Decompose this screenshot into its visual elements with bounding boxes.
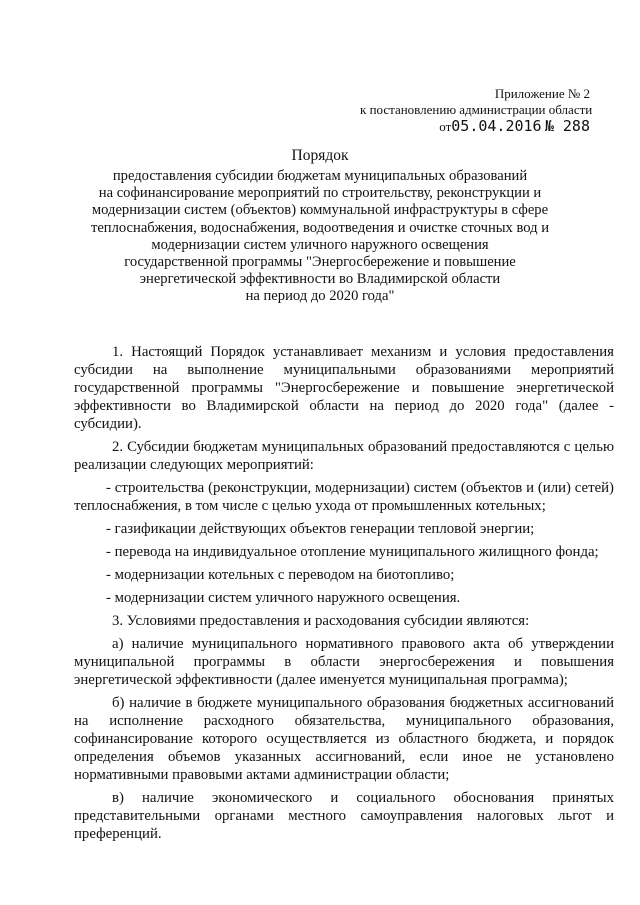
appendix-date-line: [360, 118, 590, 135]
resolution-number: № 288: [544, 117, 590, 135]
paragraph-2: 2. Субсидии бюджетам муниципальных образований предоставляются с целью реализации следующих мероприятий:: [74, 439, 614, 473]
appendix-label: Приложение № 2: [494, 86, 590, 101]
document-title: [70, 146, 570, 306]
title-line: предоставления субсидии бюджетам муниципальных образований: [112, 168, 528, 184]
condition-c: в) наличие экономического и социального обоснования принятых представительными органами местного самоуправления налоговых льгот и преференций.: [74, 790, 614, 842]
title-heading: Порядок: [291, 147, 349, 164]
appendix-header: [360, 86, 593, 135]
list-item: - строительства (реконструкции, модернизации) систем (объектов и (или) сетей) теплоснабжения, в том числе с целью ухода от промышленных котельных;: [74, 480, 614, 514]
title-line: модернизации систем уличного наружного освещения: [151, 236, 489, 253]
title-line: энергетической эффективности во Владимирской области: [139, 271, 501, 288]
condition-b: б) наличие в бюджете муниципального образования бюджетных ассигнований на исполнение расходного обязательства, муниципального образования, софинансирование которого осуществляется из областного бюджета, и порядок определения объемов указанных ассигнований, если иное не установлено нормативными правовыми актами администрации области;: [74, 695, 614, 783]
document-body: [74, 343, 614, 843]
title-line: государственной программы "Энергосбережение и повышение: [124, 254, 516, 271]
list-item: - перевода на индивидуальное отопление муниципального жилищного фонда;: [106, 544, 599, 560]
title-line: теплоснабжения, водоснабжения, водоотведения и очистке сточных вод и: [90, 219, 550, 236]
condition-a: а) наличие муниципального нормативного правового акта об утверждении муниципальной программы в области энергосбережения и повышения энергетической эффективности (далее именуется муниципальная программа);: [74, 636, 614, 688]
list-item: - модернизации систем уличного наружного освещения.: [106, 590, 461, 606]
paragraph-1: 1. Настоящий Порядок устанавливает механизм и условия предоставления субсидии на выполнение муниципальными образованиями мероприятий государственной программы "Энергосбережение и повышение энергетической эффективности во Владимирской области на период до 2020 года" (далее - субсидии).: [74, 344, 614, 432]
title-line: на софинансирование мероприятий по строительству, реконструкции и: [98, 185, 542, 202]
date-prefix: от: [439, 119, 452, 134]
appendix-reference: к постановлению администрации области: [360, 102, 593, 117]
list-item: - модернизации котельных с переводом на биотопливо;: [106, 567, 455, 583]
paragraph-3: 3. Условиями предоставления и расходования субсидии являются:: [112, 613, 530, 629]
title-line: на период до 2020 года": [245, 288, 395, 305]
list-item: - газификации действующих объектов генерации тепловой энергии;: [106, 521, 535, 537]
resolution-date: 05.04.2016: [451, 117, 542, 135]
title-line: модернизации систем (объектов) коммунальной инфраструктуры в сфере: [91, 202, 549, 219]
